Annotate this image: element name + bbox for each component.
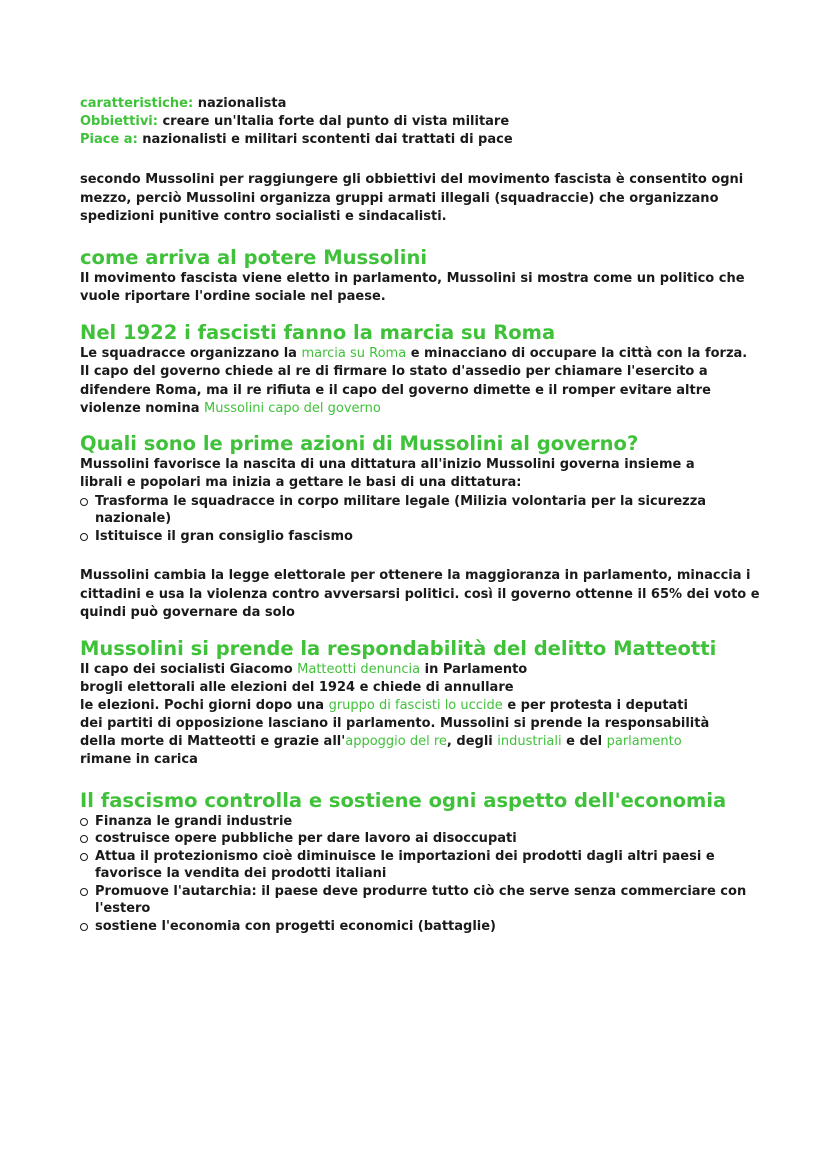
highlight-march: marcia su Roma xyxy=(301,345,407,361)
list-item: Promuove l'autarchia: il paese deve produrre tutto ciò che serve senza commerciare con l'estero xyxy=(80,883,750,918)
first-actions-paragraph: Mussolini favorisce la nascita di una dittatura all'inizio Mussolini governa insieme a librali e popolari ma inizia a gettare le basi di una dittatura: xyxy=(80,456,695,490)
list-item: Attua il protezionismo cioè diminuisce le importazioni dei prodotti dagli altri paesi e favorisce la vendita dei prodotti italiani xyxy=(80,848,750,883)
objectives-line: Obbiettivi: creare un'Italia forte dal punto di vista militare xyxy=(80,114,510,129)
list-item: Trasforma le squadracce in corpo militare legale (Milizia volontaria per la sicurezza nazionale) xyxy=(80,493,750,528)
highlight-mussolini-head: Mussolini capo del governo xyxy=(204,401,381,416)
economy-list xyxy=(80,813,750,936)
squadracce-paragraph: secondo Mussolini per raggiungere gli obbiettivi del movimento fascista è consentito ogni mezzo, perciò Mussolini organizza gruppi armati illegali (squadraccie) che organizzano spedizioni punitive contro socialisti e sindacalisti. xyxy=(80,172,744,224)
list-item: costruisce opere pubbliche per dare lavoro ai disoccupati xyxy=(80,830,750,848)
section-heading-march: Nel 1922 i fascisti fanno la marcia su Roma xyxy=(80,320,556,344)
appeal-line: Piace a: nazionalisti e militari scontenti dai trattati di pace xyxy=(80,132,513,147)
list-item: Istituisce il gran consiglio fascismo xyxy=(80,528,750,546)
first-actions-list xyxy=(80,493,750,546)
matteotti-paragraph: Il capo dei socialisti Giacomo Matteotti denuncia in Parlamento brogli elettorali alle elezioni del 1924 e chiede di annullare le elezioni. Pochi giorni dopo una gruppo di fascisti lo uccide e per protesta i deputati dei partiti di opposizione lasciano il parlamento. Mussolini si prende la responsabilità della morte di Matteotti e grazie all'appoggio del re, degli industriali e del parlamento rimane in carica xyxy=(80,661,710,767)
march-paragraph: Le squadracce organizzano la marcia su Roma e minacciano di occupare la città con la forza. Il capo del governo chiede al re di firmare lo stato d'assedio per chiamare l'esercito a difendere Roma, ma il re rifiuta e il capo del governo dimette e il romper evitare altre violenze nomina Mussolini capo del governo xyxy=(80,345,748,416)
list-item: sostiene l'economia con progetti economici (battaglie) xyxy=(80,918,750,936)
electoral-law-paragraph: Mussolini cambia la legge elettorale per ottenere la maggioranza in parlamento, minaccia i cittadini e usa la violenza contro avversarsi politici. così il governo ottenne il 65% dei voto e quindi può governare da solo xyxy=(80,568,760,620)
section-heading-economy: Il fascismo controlla e sostiene ogni aspetto dell'economia xyxy=(80,788,727,812)
intro-block xyxy=(80,95,758,149)
power-paragraph: Il movimento fascista viene eletto in parlamento, Mussolini si mostra come un politico che vuole riportare l'ordine sociale nel paese. xyxy=(80,270,745,304)
section-heading-power: come arriva al potere Mussolini xyxy=(80,245,428,269)
characteristics-line: caratteristiche: nazionalista xyxy=(80,96,287,111)
section-heading-first-actions: Quali sono le prime azioni di Mussolini al governo? xyxy=(80,431,639,455)
list-item: Finanza le grandi industrie xyxy=(80,813,750,831)
section-heading-matteotti: Mussolini si prende la respondabilità del delitto Matteotti xyxy=(80,636,717,660)
